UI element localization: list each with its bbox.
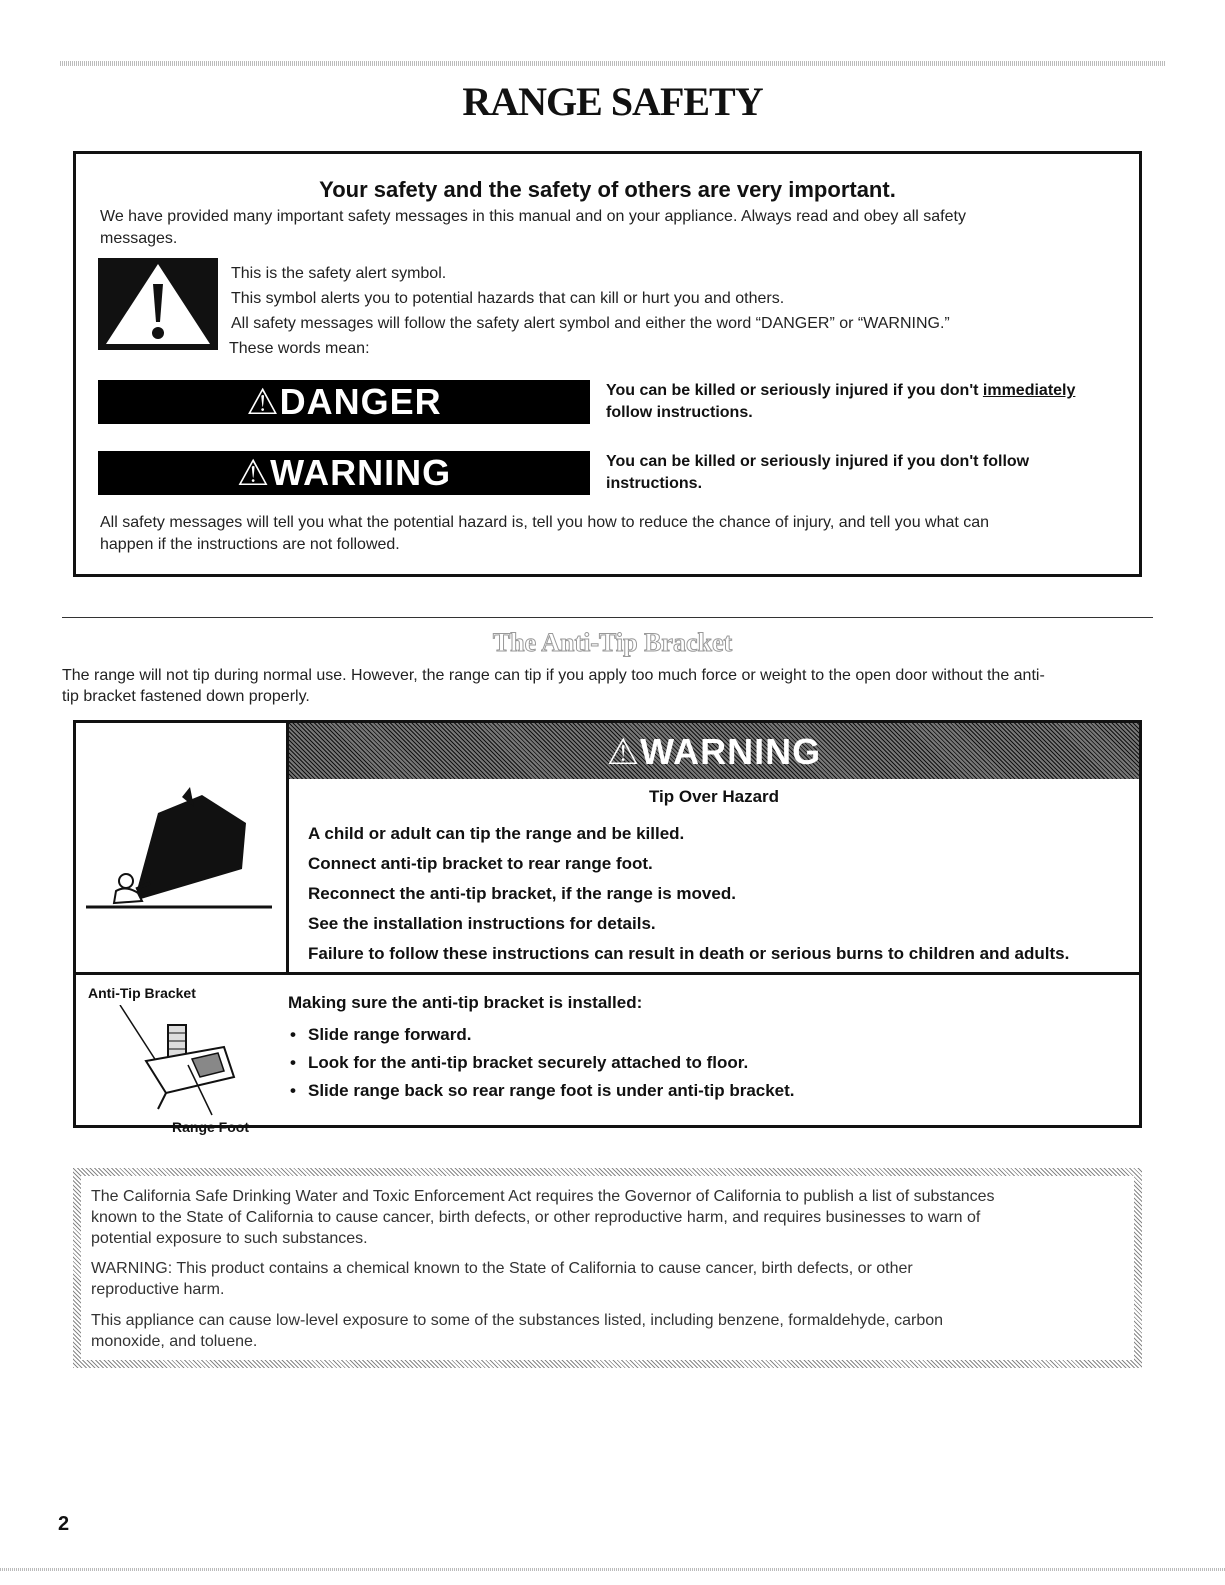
warning-description [606, 451, 1029, 495]
alert-line: All safety messages will follow the safety alert symbol and either the word “DANGER” or “WARNING.” [231, 315, 950, 332]
page-number: 2 [58, 1513, 70, 1535]
prop65-warning-paragraph [91, 1258, 1131, 1300]
danger-label: DANGER [279, 381, 442, 422]
warning-triangle-icon: ⚠ [236, 452, 271, 493]
warning-label: WARNING [270, 452, 452, 493]
prop65-line: potential exposure to such substances. [91, 1230, 368, 1247]
safety-intro-line: We have provided many important safety messages in this manual and on your appliance. Always read and obey all safety [100, 208, 966, 225]
prop65-line: The California Safe Drinking Water and Toxic Enforcement Act requires the Governor of California to publish a list of substances [91, 1188, 995, 1205]
hazard-line: Failure to follow these instructions can result in death or serious burns to children and adults. [308, 944, 1070, 963]
safety-closing-line: happen if the instructions are not followed. [100, 536, 400, 553]
alert-line: These words mean: [229, 340, 370, 357]
hazard-title: Tip Over Hazard [648, 787, 780, 806]
hazard-line: See the installation instructions for details. [308, 914, 656, 933]
warning-signal-bar [98, 451, 590, 495]
alert-line: This symbol alerts you to potential hazards that can kill or hurt you and others. [231, 290, 785, 307]
california-notice-body [81, 1176, 1134, 1360]
hazard-instructions [308, 819, 1069, 969]
danger-desc-emphasis: immediately [982, 382, 1076, 399]
danger-description [606, 380, 1075, 424]
prop65-line: This appliance can cause low-level exposure to some of the substances listed, including benzene, formaldehyde, carbon [91, 1312, 944, 1329]
safety-intro-line: messages. [100, 230, 178, 247]
tip-box-divider [76, 972, 1139, 975]
range-foot-label: Range Foot [172, 1119, 249, 1135]
section-title: The Anti-Tip Bracket [492, 628, 733, 657]
anti-tip-bracket-label: Anti-Tip Bracket [88, 985, 196, 1001]
prop65-line: monoxide, and toluene. [91, 1333, 258, 1350]
warning-desc-text: instructions. [606, 475, 703, 492]
warning-desc-text: You can be killed or seriously injured if you don't follow [606, 453, 1030, 470]
warning-triangle-icon: ⚠ [606, 731, 641, 772]
anti-tip-bracket-diagram [106, 1005, 256, 1120]
install-step: • Slide range forward. [288, 1021, 795, 1049]
tip-over-warning-box [73, 720, 1142, 1135]
anti-tip-intro-line: The range will not tip during normal use. However, the range can tip if you apply too much force or weight to the open door without the anti- [62, 667, 1045, 684]
hazard-line: A child or adult can tip the range and be killed. [308, 824, 685, 843]
safety-importance-box [73, 151, 1142, 577]
danger-signal-bar [98, 380, 590, 424]
danger-desc-text: follow instructions. [606, 404, 753, 421]
bottom-decorative-rule [0, 1568, 1225, 1571]
safety-intro [100, 206, 1100, 250]
section-divider [62, 617, 1153, 618]
prop65-line: known to the State of California to cause cancer, birth defects, or other reproductive harm, and requires businesses to warn of [91, 1209, 981, 1226]
safety-heading: Your safety and the safety of others are very important. [319, 177, 896, 202]
install-step: • Look for the anti-tip bracket securely attached to floor. [288, 1049, 795, 1077]
install-steps [288, 1021, 795, 1105]
prop65-paragraph [91, 1186, 1131, 1249]
tip-warning-label: WARNING [640, 731, 822, 772]
hazard-line: Reconnect the anti-tip bracket, if the range is moved. [308, 884, 736, 903]
warning-triangle-icon: ⚠ [246, 381, 280, 422]
safety-closing-line: All safety messages will tell you what the potential hazard is, tell you how to reduce the chance of injury, and tell you what can [100, 514, 990, 531]
prop65-line: WARNING: This product contains a chemical known to the State of California to cause cancer, birth defects, or other [91, 1260, 913, 1277]
california-prop65-notice [73, 1168, 1142, 1368]
prop65-line: reproductive harm. [91, 1281, 225, 1298]
install-step: • Slide range back so rear range foot is under anti-tip bracket. [288, 1077, 795, 1105]
alert-line: This is the safety alert symbol. [231, 265, 447, 282]
tip-warning-signal-bar [289, 723, 1139, 779]
anti-tip-intro [62, 665, 1162, 707]
alert-symbol-explanation [231, 263, 950, 363]
safety-closing [100, 512, 1120, 556]
prop65-exposure-paragraph [91, 1310, 1131, 1352]
top-decorative-rule [60, 61, 1165, 66]
install-heading: Making sure the anti-tip bracket is installed: [288, 993, 643, 1012]
hazard-line: Connect anti-tip bracket to rear range foot. [308, 854, 653, 873]
danger-desc-text: You can be killed or seriously injured if you don't [606, 382, 983, 399]
safety-alert-triangle-icon [98, 258, 218, 350]
page-title: RANGE SAFETY [462, 79, 763, 124]
range-tipping-child-illustration [86, 783, 276, 923]
anti-tip-intro-line: tip bracket fastened down properly. [62, 688, 310, 705]
